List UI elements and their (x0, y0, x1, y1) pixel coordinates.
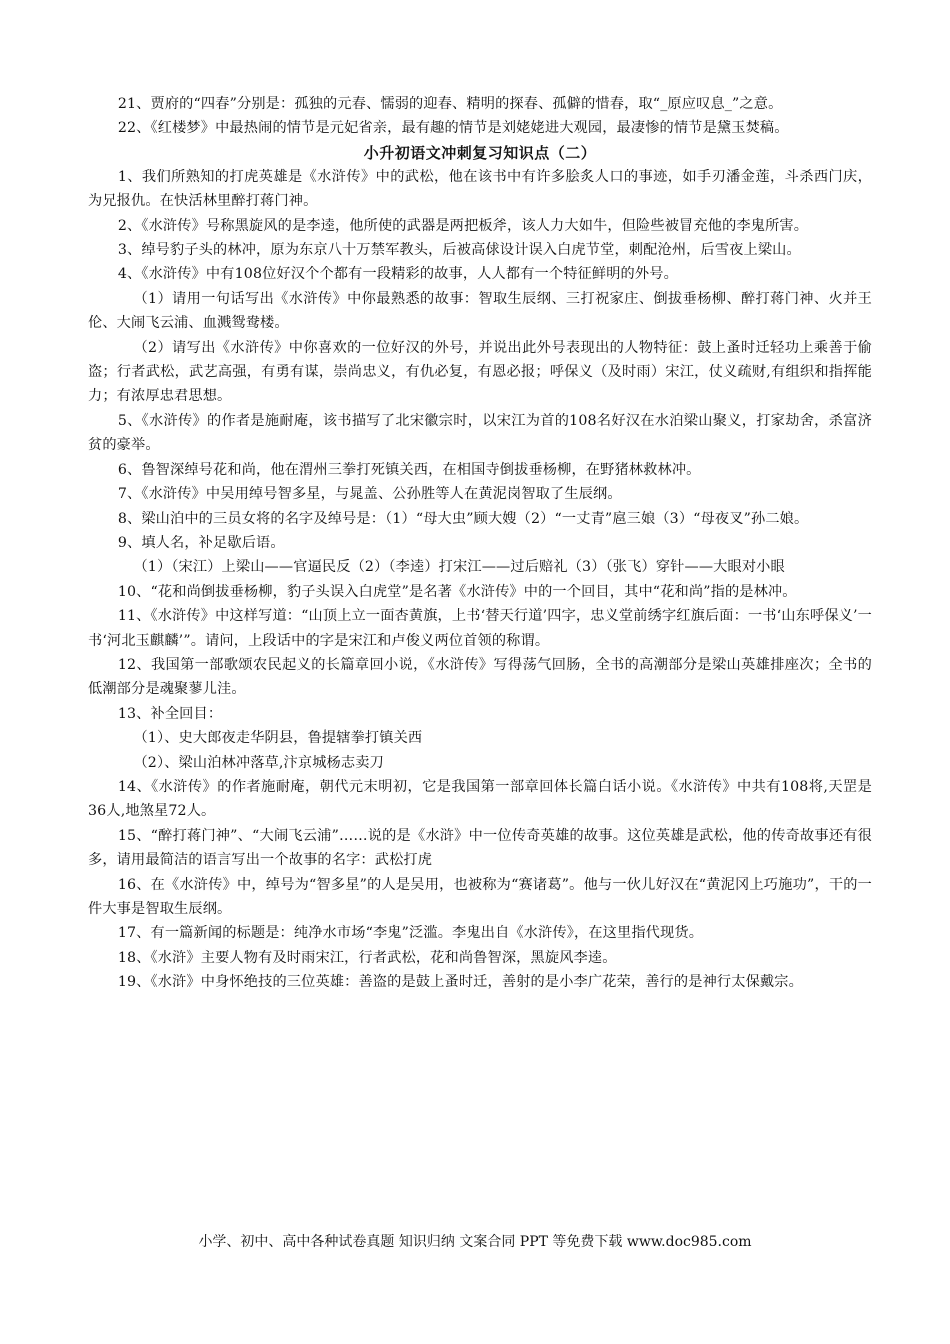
sub-item-paragraph: （2）、梁山泊林冲落草,汴京城杨志卖刀 (133, 754, 384, 771)
footer-text: 小学、初中、高中各种试卷真题 知识归纳 文案合同 PPT 等免费下载 www.doc985.com (198, 1234, 752, 1250)
list-item-paragraph: 7、《水浒传》中吴用绰号智多星，与晁盖、公孙胜等人在黄泥岗智取了生辰纲。 (117, 486, 622, 503)
list-item-paragraph: 4、《水浒传》中有108位好汉个个都有一段精彩的故事，人人都有一个特征鲜明的外号。 (117, 266, 678, 283)
list-item-paragraph: 16、在《水浒传》中，绰号为“智多星”的人是吴用，也被称为“赛诸葛”。他与一伙儿好汉在“黄泥冈上巧施功”，干的一件大事是智取生辰纲。 (88, 876, 872, 917)
list-item-paragraph: 10、“花和尚倒拔垂杨柳，豹子头误入白虎堂”是名著《水浒传》中的一个回目，其中“花和尚”指的是林冲。 (117, 583, 797, 600)
list-item-paragraph: 19、《水浒》中身怀绝技的三位英雄：善盗的是鼓上蚤时迁，善射的是小李广花荣，善行的是神行太保戴宗。 (117, 974, 803, 991)
list-item-paragraph: 8、梁山泊中的三员女将的名字及绰号是：（1）“母大虫”顾大嫂（2）“一丈青”扈三娘（3）“母夜叉”孙二娘。 (117, 510, 809, 527)
list-item-paragraph: 17、有一篇新闻的标题是：纯净水市场“李鬼”泛滥。李鬼出自《水浒传》，在这里指代现货。 (117, 925, 704, 942)
list-item-paragraph: 14、《水浒传》的作者施耐庵，朝代元末明初，它是我国第一部章回体长篇白话小说。《水浒传》中共有108将,天罡是36人,地煞星72人。 (88, 778, 872, 820)
list-item-paragraph: 13、补全回目： (117, 705, 223, 722)
section-title: 小升初语文冲刺复习知识点（二） (363, 143, 597, 162)
sub-item-paragraph: （1）（宋江）上梁山——官逼民反（2）（李逵）打宋江——过后赔礼（3）（张飞）穿针——大眼对小眼 (133, 559, 785, 576)
list-item-paragraph: 9、填人名，补足歇后语。 (117, 534, 285, 551)
paragraph-list (88, 165, 872, 995)
list-item-paragraph: 12、我国第一部歌颂农民起义的长篇章回小说，《水浒传》写得荡气回肠，全书的高潮部分是梁山英雄排座次；全书的低潮部分是魂聚蓼儿洼。 (88, 656, 872, 698)
list-item-paragraph: 11、《水浒传》中这样写道：“山顶上立一面杏黄旗，上书‘替天行道’四字，忠义堂前绣字红旗后面：一书‘山东呼保义’一书‘河北玉麒麟’”。请问，上段话中的字是宋江和卢俊义两位首领的称谓。 (88, 608, 872, 649)
list-item-paragraph: 1、我们所熟知的打虎英雄是《水浒传》中的武松，他在该书中有许多脍炙人口的事迹，如手刃潘金莲，斗杀西门庆，为兄报仇。在快活林里醉打蒋门神。 (88, 168, 872, 210)
sub-item-paragraph: （2）请写出《水浒传》中你喜欢的一位好汉的外号，并说出此外号表现出的人物特征：鼓上蚤时迁轻功上乘善于偷盗；行者武松，武艺高强，有勇有谋，崇尚忠义，有仇必复，有恩必报；呼保义（及时雨）宋江，仗义疏财,有组织和指挥能力；有浓厚忠君思想。 (88, 339, 872, 405)
paragraph-21: 21、贾府的“四春”分别是：孤独的元春、懦弱的迎春、精明的探春、孤僻的惜春，取“_原应叹息_”之意。 (117, 96, 783, 112)
sub-item-paragraph: （1）请用一句话写出《水浒传》中你最熟悉的故事：智取生辰纲、三打祝家庄、倒拔垂杨柳、醉打蒋门神、火并王伦、大闹飞云浦、血溅鸳鸯楼。 (88, 290, 872, 332)
paragraph-22: 22、《红楼梦》中最热闹的情节是元妃省亲，最有趣的情节是刘姥姥进大观园，最凄惨的情节是黛玉焚稿。 (117, 120, 789, 137)
list-item-paragraph: 15、“醉打蒋门神”、“大闹飞云浦”……说的是《水浒》中一位传奇英雄的故事。这位英雄是武松，他的传奇故事还有很多，请用最简洁的语言写出一个故事的名字：武松打虎 (88, 827, 872, 869)
sub-item-paragraph: （1）、史大郎夜走华阴县，鲁提辖拳打镇关西 (133, 730, 423, 747)
list-item-paragraph: 18、《水浒》主要人物有及时雨宋江，行者武松，花和尚鲁智深，黑旋风李逵。 (117, 949, 617, 966)
list-item-paragraph: 5、《水浒传》的作者是施耐庵，该书描写了北宋徽宗时，以宋江为首的108名好汉在水泊梁山聚义，打家劫舍，杀富济贫的豪举。 (88, 412, 872, 454)
list-item-paragraph: 6、鲁智深绰号花和尚，他在渭州三拳打死镇关西，在相国寺倒拔垂杨柳，在野猪林救林冲。 (117, 461, 701, 478)
list-item-paragraph: 2、《水浒传》号称黑旋风的是李逵，他所使的武器是两把板斧，该人力大如牛，但险些被冒充他的李鬼所害。 (117, 217, 809, 234)
document-page (88, 92, 872, 995)
list-item-paragraph: 3、绰号豹子头的林冲，原为东京八十万禁军教头，后被高俅设计误入白虎节堂，刺配沧州，后雪夜上梁山。 (117, 242, 801, 259)
